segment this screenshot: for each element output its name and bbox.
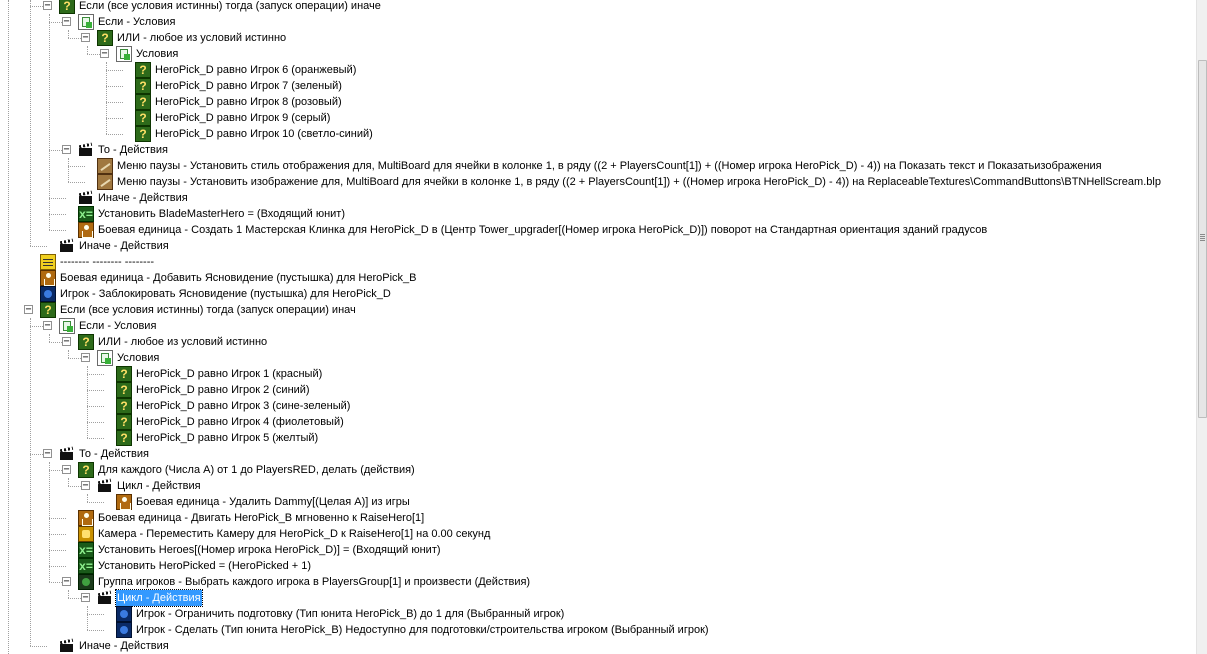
tree-row[interactable]: [0, 286, 1196, 302]
tree-row[interactable]: [0, 510, 1196, 526]
tree-item-label[interactable]: То - Действия: [79, 448, 149, 460]
condition-icon: ?: [135, 110, 151, 126]
unit-icon: [78, 222, 94, 238]
tree-row[interactable]: [0, 206, 1196, 222]
player-icon: [40, 286, 56, 302]
tree-expander[interactable]: −: [44, 320, 51, 331]
tree-item-label[interactable]: Меню паузы - Установить стиль отображения для, MultiBoard для ячейки в колонке 1, в ряду ((2 + PlayersCount[1]) + ((Номер игрока HeroPick_D) - 4)) на Показать текст и Показатьизображения: [117, 160, 1102, 172]
actions-icon: [59, 238, 75, 254]
actions-icon: [78, 190, 94, 206]
tree-row[interactable]: [0, 590, 1196, 606]
tree-item-label[interactable]: ИЛИ - любое из условий истинно: [117, 32, 287, 44]
actions-icon: [97, 590, 113, 606]
tree-row[interactable]: [0, 254, 1196, 270]
tree-item-label[interactable]: Игрок - Сделать (Тип юнита HeroPick_B) Недоступно для подготовки/строительства игроком (Выбранный игрок): [136, 624, 709, 636]
tree-row[interactable]: [0, 222, 1196, 238]
tree-row[interactable]: [0, 446, 1196, 462]
set-variable-icon: x=: [79, 543, 93, 557]
scrollbar-grip: [1200, 234, 1205, 241]
tree-item-label[interactable]: Иначе - Действия: [98, 192, 188, 204]
tree-row[interactable]: [0, 158, 1196, 174]
tree-expander[interactable]: −: [82, 480, 89, 491]
condition-icon: ?: [135, 62, 151, 78]
tree-row[interactable]: [0, 270, 1196, 286]
condition-icon: ?: [97, 30, 113, 46]
tree-row[interactable]: [0, 190, 1196, 206]
actions-icon: [78, 142, 94, 158]
multiboard-icon: [97, 158, 113, 174]
tree-item-label[interactable]: Если - Условия: [79, 320, 157, 332]
tree-item-label[interactable]: HeroPick_D равно Игрок 7 (зеленый): [155, 80, 342, 92]
tree-expander[interactable]: −: [101, 48, 108, 59]
tree-row[interactable]: [0, 318, 1196, 334]
player-icon: [116, 606, 132, 622]
condition-icon: ?: [78, 462, 94, 478]
player-group-icon: [78, 574, 94, 590]
actions-icon: [59, 446, 75, 462]
if-conditions-icon: [116, 46, 132, 62]
tree-row[interactable]: [0, 350, 1196, 366]
tree-item-label[interactable]: HeroPick_D равно Игрок 8 (розовый): [155, 96, 342, 108]
tree-row[interactable]: [0, 478, 1196, 494]
tree-item-label[interactable]: Если - Условия: [98, 16, 176, 28]
tree-expander[interactable]: −: [44, 448, 51, 459]
tree-expander[interactable]: −: [63, 16, 70, 27]
tree-expander[interactable]: −: [63, 144, 70, 155]
condition-icon: ?: [116, 414, 132, 430]
if-conditions-icon: [97, 350, 113, 366]
tree-expander[interactable]: −: [82, 592, 89, 603]
tree-row[interactable]: [0, 526, 1196, 542]
tree-row[interactable]: [0, 494, 1196, 510]
tree-item-label[interactable]: -------- -------- --------: [60, 256, 155, 268]
condition-icon: ?: [135, 126, 151, 142]
tree-row[interactable]: [0, 110, 1196, 126]
condition-icon: ?: [40, 302, 56, 318]
tree-item-label[interactable]: ИЛИ - любое из условий истинно: [98, 336, 268, 348]
tree-item-label[interactable]: Боевая единица - Двигать HeroPick_B мгновенно к RaiseHero[1]: [98, 512, 425, 524]
unit-icon: [40, 270, 56, 286]
condition-icon: ?: [116, 398, 132, 414]
condition-icon: ?: [116, 430, 132, 446]
tree-item-label[interactable]: Игрок - Заблокировать Ясновидение (пустышка) для HeroPick_D: [60, 288, 391, 300]
tree-item-label[interactable]: Цикл - Действия: [117, 480, 201, 492]
tree-expander[interactable]: −: [82, 352, 89, 363]
tree-expander[interactable]: −: [44, 0, 51, 11]
condition-icon: ?: [116, 382, 132, 398]
tree-row[interactable]: [0, 238, 1196, 254]
condition-icon: ?: [116, 366, 132, 382]
tree-item-label[interactable]: Установить BladeMasterHero = (Входящий юнит): [98, 208, 345, 220]
tree-expander[interactable]: −: [25, 304, 32, 315]
tree-row[interactable]: [0, 78, 1196, 94]
unit-icon: [116, 494, 132, 510]
tree-item-label[interactable]: HeroPick_D равно Игрок 1 (красный): [136, 368, 323, 380]
tree-row[interactable]: [0, 0, 1196, 14]
tree-item-label[interactable]: Боевая единица - Удалить Dammy[(Целая A)] из игры: [136, 496, 410, 508]
tree-item-label[interactable]: Камера - Переместить Камеру для HeroPick_D к RaiseHero[1] на 0.00 секунд: [98, 528, 491, 540]
tree-expander[interactable]: −: [82, 32, 89, 43]
tree-row[interactable]: [0, 462, 1196, 478]
actions-icon: [97, 478, 113, 494]
tree-row[interactable]: [0, 398, 1196, 414]
scrollbar-thumb[interactable]: [1198, 60, 1207, 418]
tree-item-label-selected[interactable]: Цикл - Действия: [117, 592, 201, 604]
comment-icon: [40, 254, 56, 270]
tree-expander[interactable]: −: [63, 336, 70, 347]
tree-row[interactable]: [0, 94, 1196, 110]
tree-expander[interactable]: −: [63, 576, 70, 587]
condition-icon: ?: [78, 334, 94, 350]
tree-row[interactable]: [0, 366, 1196, 382]
tree-item-label[interactable]: Иначе - Действия: [79, 240, 169, 252]
condition-icon: ?: [135, 78, 151, 94]
tree-item-label[interactable]: HeroPick_D равно Игрок 3 (сине-зеленый): [136, 400, 351, 412]
tree-item-label[interactable]: HeroPick_D равно Игрок 9 (серый): [155, 112, 331, 124]
tree-item-label[interactable]: Боевая единица - Создать 1 Мастерская Клинка для HeroPick_D в (Центр Tower_upgrader[(Номер игрока HeroPick_D)]) поворот на Стандартная ориентация зданий градусов: [98, 224, 988, 236]
tree-row[interactable]: [0, 30, 1196, 46]
set-variable-icon: x=: [79, 207, 93, 221]
tree-item-label[interactable]: Игрок - Ограничить подготовку (Тип юнита HeroPick_B) до 1 для (Выбранный игрок): [136, 608, 565, 620]
player-icon: [116, 622, 132, 638]
tree-row[interactable]: [0, 174, 1196, 190]
tree-row[interactable]: [0, 622, 1196, 638]
tree-item-label[interactable]: Если (все условия истинны) тогда (запуск операции) инач: [60, 304, 356, 316]
tree-item-label[interactable]: Если (все условия истинны) тогда (запуск операции) иначе: [79, 0, 381, 12]
tree-item-label[interactable]: Боевая единица - Добавить Ясновидение (пустышка) для HeroPick_B: [60, 272, 417, 284]
tree-row[interactable]: [0, 606, 1196, 622]
multiboard-icon: [97, 174, 113, 190]
tree-item-label[interactable]: HeroPick_D равно Игрок 6 (оранжевый): [155, 64, 357, 76]
tree-row[interactable]: [0, 62, 1196, 78]
tree-item-label[interactable]: Для каждого (Числа A) от 1 до PlayersRED, делать (действия): [98, 464, 415, 476]
tree-row[interactable]: [0, 46, 1196, 62]
condition-icon: ?: [135, 94, 151, 110]
vertical-scrollbar[interactable]: [1196, 0, 1207, 654]
if-conditions-icon: [59, 318, 75, 334]
tree-row[interactable]: [0, 382, 1196, 398]
camera-icon: [78, 526, 94, 542]
set-variable-icon: x=: [79, 559, 93, 573]
tree-item-label[interactable]: Условия: [136, 48, 179, 60]
tree-row[interactable]: [0, 574, 1196, 590]
condition-icon: ?: [59, 0, 75, 14]
tree-row[interactable]: [0, 302, 1196, 318]
tree-row[interactable]: [0, 638, 1196, 654]
tree-item-label[interactable]: Группа игроков - Выбрать каждого игрока в PlayersGroup[1] и произвести (Действия): [98, 576, 531, 588]
tree-item-label[interactable]: Установить Heroes[(Номер игрока HeroPick_D)] = (Входящий юнит): [98, 544, 441, 556]
tree-item-label[interactable]: HeroPick_D равно Игрок 10 (светло-синий): [155, 128, 373, 140]
tree-item-label[interactable]: Установить HeroPicked = (HeroPicked + 1): [98, 560, 312, 572]
tree-row[interactable]: [0, 414, 1196, 430]
tree-row[interactable]: [0, 142, 1196, 158]
actions-icon: [59, 638, 75, 654]
tree-row[interactable]: [0, 542, 1196, 558]
tree-item-label[interactable]: HeroPick_D равно Игрок 5 (желтый): [136, 432, 319, 444]
tree-item-label[interactable]: HeroPick_D равно Игрок 2 (синий): [136, 384, 310, 396]
tree-item-label[interactable]: То - Действия: [98, 144, 168, 156]
tree-expander[interactable]: −: [63, 464, 70, 475]
if-conditions-icon: [78, 14, 94, 30]
tree-row[interactable]: [0, 14, 1196, 30]
tree-row[interactable]: [0, 126, 1196, 142]
tree-row[interactable]: [0, 430, 1196, 446]
tree-item-label[interactable]: HeroPick_D равно Игрок 4 (фиолетовый): [136, 416, 344, 428]
tree-item-label[interactable]: Условия: [117, 352, 160, 364]
tree-item-label[interactable]: Иначе - Действия: [79, 640, 169, 652]
unit-icon: [78, 510, 94, 526]
tree-row[interactable]: [0, 558, 1196, 574]
tree-row[interactable]: [0, 334, 1196, 350]
tree-item-label[interactable]: Меню паузы - Установить изображение для, MultiBoard для ячейки в колонке 1, в ряду ((2 + PlayersCount[1]) + ((Номер игрока HeroPick_D) - 4)) на ReplaceableTextures\CommandButtons\BTNHellScream.blp: [117, 176, 1161, 188]
